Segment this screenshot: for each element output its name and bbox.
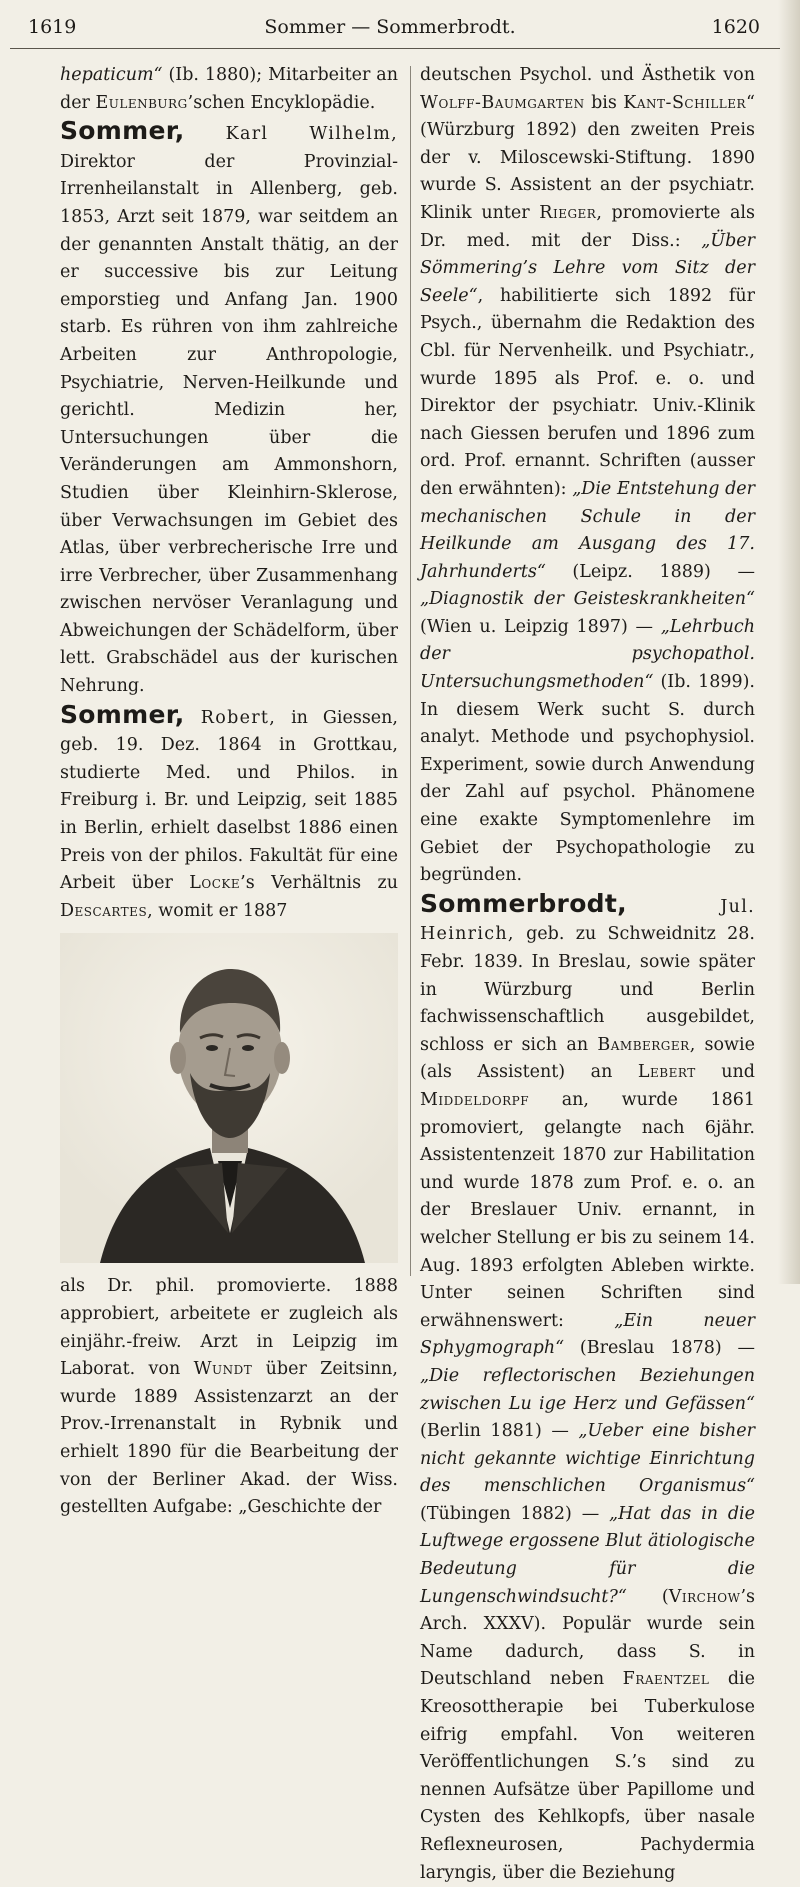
work-title: „Hat das in die Luftwege ergossene Blut ätiologische Bedeutung für die Lungenschwindsucht?“ — [420, 1503, 755, 1607]
entry-sommer-robert-continued: als Dr. phil. promovierte. 1888 approbiert, arbeitete er zugleich als einjähr.-freiw. Arzt in Leipzig im Laborat. von Wundt über Zeitsinn, wurde 1889 Assistenzarzt an der Prov.-Irrenanstalt in Rybnik und erhielt 1890 für die Bearbeitung der von der Berliner Akad. der Wiss. gestellten Aufgabe: „Geschichte der — [60, 1276, 398, 1518]
work-title: „Die reflectorischen Beziehungen zwischen Lu ige Herz und Gefässen“ — [420, 1365, 755, 1414]
entry-given-names: Robert, — [184, 707, 277, 728]
portrait-photo — [60, 933, 398, 1263]
header-rule — [10, 48, 780, 49]
continued-entry: hepaticum“ (Ib. 1880); Mitarbeiter an der Eulenburg’schen Encyklopädie. — [60, 65, 398, 113]
person-name: Lebert — [637, 1062, 696, 1083]
person-name: Wolff-Baumgarten — [420, 92, 585, 113]
entry-body: in Giessen, geb. 19. Dez. 1864 in Grottkau, studierte Med. und Philos. in Freiburg i. Br. und Leipzig, seit 1885 in Berlin, erhielt daselbst 1886 einen Preis von der philos. Fakultät für eine Arbeit über — [60, 707, 398, 894]
page-number-left: 1619 — [28, 16, 77, 38]
entry-body: Direktor der Provinzial-Irrenheilanstalt in Allenberg, geb. 1853, Arzt seit 1879, war seitdem an der genannten Anstalt thätig, an der er successive bis zur Leitung emporstieg und Anfang Jan. 1900 starb. Es rühren von ihm zahlreiche Arbeiten zur Anthropologie, Psychiatrie, Nerven-Heilkunde und gerichtl. Medizin her, Untersuchungen über die Veränderungen am Ammonshorn, Studien über Kleinhirn-Sklerose, über Verwachsungen im Gebiet des Atlas, über verbrecherische Irre und irre Verbrecher, über Zusammenhang zwischen nervöser Veranlagung und Abweichungen der Schädelform, über lett. Grabschädel aus der kurischen Nehrung. — [60, 151, 398, 697]
left-column — [60, 62, 398, 1522]
page-header — [20, 10, 760, 52]
entry-headword: Sommerbrodt, — [420, 888, 627, 918]
work-title: „Lehrbuch der psychopathol. Untersuchungsmethoden“ — [420, 616, 755, 693]
person-name: Rieger — [539, 202, 597, 223]
column-divider — [410, 66, 411, 1276]
page-edge-shadow — [778, 0, 800, 1284]
person-name: Eulenburg — [95, 92, 188, 113]
person-name: Fraentzel — [622, 1669, 710, 1690]
entry-headword: Sommer, — [60, 116, 185, 146]
entry-given-names: Jul. Heinrich, — [420, 896, 755, 945]
right-column — [420, 62, 755, 1887]
work-title: „Ueber eine bisher nicht gekannte wichtige Einrichtung des menschlichen Organismus“ — [420, 1421, 755, 1497]
person-name: Virchow — [668, 1586, 741, 1607]
work-title: „Diagnostik der Geisteskrankheiten“ — [420, 589, 755, 610]
person-name: Bamberger — [597, 1034, 690, 1055]
entry-sommer-robert-continued-2: deutschen Psychol. und Ästhetik von Wolff-Baumgarten bis Kant-Schiller“ (Würzburg 1892) den zweiten Preis der v. Miloscewski-Stiftung. 1890 wurde S. Assistent an der psychiatr. Klinik unter Rieger, promovierte als Dr. med. mit der Diss.: „Über Sömmering’s Lehre vom Sitz der Seele“, habilitierte sich 1892 für Psych., übernahm die Redaktion des Cbl. für Nervenheilk. und Psychiatr., wurde 1895 als Prof. e. o. und Direktor der psychiatr. Univ.-Klinik nach Giessen berufen und 1896 zum ord. Prof. ernannt. Schriften (ausser den erwähnten): „Die Entstehung der mechanischen Schule in der Heilkunde am Ausgang des 17. Jahrhunderts“ (Leipz. 1889) — „Diagnostik der Geisteskrankheiten“ (Wien u. Leipzig 1897) — „Lehrbuch der psychopathol. Untersuchungsmethoden“ (Ib. 1899). In diesem Werk sucht S. durch analyt. Methode und psychophysiol. Experiment, sowie durch Anwendung der Zahl auf psychol. Phänomene eine exakte Symptomenlehre im Gebiet der Psychopathologie zu begründen. — [420, 65, 756, 886]
running-title: Sommer — Sommerbrodt. — [264, 16, 516, 38]
page-number-right: 1620 — [711, 16, 760, 38]
entry-sommer-robert: Sommer, Robert, in Giessen, geb. 19. Dez. 1864 in Grottkau, studierte Med. und Philos. in Freiburg i. Br. und Leipzig, seit 1885 in Berlin, erhielt daselbst 1886 einen Preis von der philos. Fakultät für eine Arbeit über Locke’s Verhältnis zu Descartes, womit er 1887 — [60, 699, 398, 921]
entry-sommer-karl — [60, 117, 398, 700]
work-title: „Die Entstehung der mechanischen Schule in der Heilkunde am Ausgang des 17. Jahrhunderts“ — [420, 478, 756, 582]
person-name: Locke — [189, 873, 241, 894]
work-title: „Ein neuer Sphygmograph“ — [420, 1310, 755, 1359]
entry-body: geb. zu Schweidnitz 28. Febr. 1839. In Breslau, sowie später in Würzburg und Berlin fachwissenschaftlich ausgebildet, schloss er sich an — [420, 924, 755, 1055]
work-title: „Über Sömmering’s Lehre vom Sitz der Seele“ — [420, 230, 755, 306]
work-title: hepaticum“ — [60, 65, 163, 85]
entry-headword: Sommer, — [60, 699, 185, 729]
person-name: Wundt — [193, 1359, 253, 1380]
person-name: Kant-Schiller — [623, 92, 747, 113]
entry-given-names: Karl Wilhelm, — [184, 124, 398, 145]
entry-sommerbrodt: Sommerbrodt, Jul. Heinrich, geb. zu Schweidnitz 28. Febr. 1839. In Breslau, sowie später in Würzburg und Berlin fachwissenschaftlich ausgebildet, schloss er sich an Bamberger, sowie (als Assistent) an Lebert und Middeldorpf an, wurde 1861 promoviert, gelangte nach 6jähr. Assistentenzeit 1870 zur Habilitation und wurde 1878 zum Prof. e. o. an der Breslauer Univ. ernannt, in welcher Stellung er bis zu seinem 14. Aug. 1893 erfolgten Ableben wirkte. Unter seinen Schriften sind erwähnenswert: „Ein neuer Sphygmograph“ (Breslau 1878) — „Die reflectorischen Beziehungen zwischen Lu ige Herz und Gefässen“ (Berlin 1881) — „Ueber eine bisher nicht gekannte wichtige Einrichtung des menschlichen Organismus“ (Tübingen 1882) — „Hat das in die Luftwege ergossene Blut ätiologische Bedeutung für die Lungenschwindsucht?“ (Virchow’s Arch. XXXV). Populär wurde sein Name dadurch, dass S. in Deutschland neben Fraentzel die Kreosottherapie bei Tuberkulose eifrig empfahl. Von weiteren Veröffentlichungen S.’s sind zu nennen Aufsätze über Papillome und Cysten des Kehlkopfs, über nasale Reflexneurosen, Pachydermia laryngis, über die Beziehung — [420, 888, 755, 1883]
person-name: Middeldorpf — [420, 1089, 530, 1110]
portrait-illustration — [60, 933, 398, 1263]
person-name: Descartes — [60, 900, 148, 921]
